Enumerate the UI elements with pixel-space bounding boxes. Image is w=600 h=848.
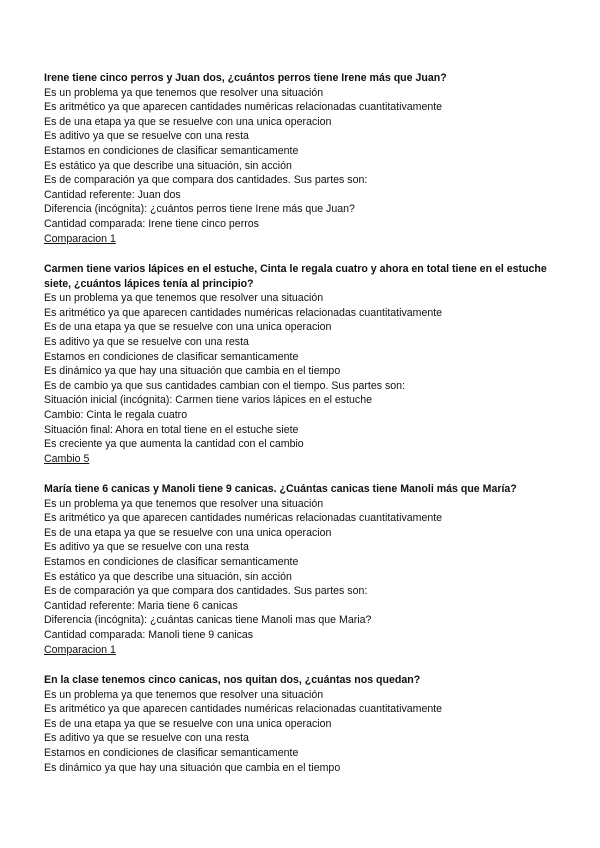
analysis-line: Cantidad comparada: Irene tiene cinco perros bbox=[44, 217, 259, 230]
problem-block bbox=[44, 71, 564, 246]
analysis-line: Es de una etapa ya que se resuelve con una unica operacion bbox=[44, 526, 332, 539]
analysis-line: Es aditivo ya que se resuelve con una resta bbox=[44, 130, 249, 143]
analysis-line: Es de comparación ya que compara dos cantidades. Sus partes son: bbox=[44, 585, 368, 598]
analysis-line: Cantidad comparada: Manoli tiene 9 canicas bbox=[44, 628, 254, 641]
analysis-line: Es aditivo ya que se resuelve con una resta bbox=[44, 335, 249, 348]
analysis-line: Es aritmético ya que aparecen cantidades numéricas relacionadas cuantitativamente bbox=[44, 703, 443, 716]
problem-question: Carmen tiene varios lápices en el estuche, Cinta le regala cuatro y ahora en total tiene en el estuche siete, ¿cuántos lápices tenía al principio? bbox=[44, 263, 547, 290]
analysis-line: Estamos en condiciones de clasificar semanticamente bbox=[44, 144, 299, 157]
analysis-line: Es dinámico ya que hay una situación que cambia en el tiempo bbox=[44, 761, 341, 774]
classification-tag: Comparacion 1 bbox=[44, 232, 116, 245]
analysis-line: Es estático ya que describe una situación, sin acción bbox=[44, 570, 292, 583]
analysis-line: Diferencia (incógnita): ¿cuántos perros tiene Irene más que Juan? bbox=[44, 203, 355, 216]
analysis-line: Es creciente ya que aumenta la cantidad con el cambio bbox=[44, 438, 304, 451]
analysis-line: Cambio: Cinta le regala cuatro bbox=[44, 408, 188, 421]
problem-question: En la clase tenemos cinco canicas, nos quitan dos, ¿cuántas nos quedan? bbox=[44, 674, 421, 686]
analysis-line: Es un problema ya que tenemos que resolver una situación bbox=[44, 688, 324, 701]
analysis-line: Es de una etapa ya que se resuelve con una unica operacion bbox=[44, 321, 332, 334]
analysis-line: Es aritmético ya que aparecen cantidades numéricas relacionadas cuantitativamente bbox=[44, 306, 443, 319]
problem-block bbox=[44, 262, 564, 466]
analysis-line: Es dinámico ya que hay una situación que cambia en el tiempo bbox=[44, 365, 341, 378]
analysis-line: Es de una etapa ya que se resuelve con una unica operacion bbox=[44, 717, 332, 730]
analysis-line: Es un problema ya que tenemos que resolver una situación bbox=[44, 497, 324, 510]
classification-tag: Comparacion 1 bbox=[44, 643, 116, 656]
analysis-line: Estamos en condiciones de clasificar semanticamente bbox=[44, 555, 299, 568]
analysis-line: Es aritmético ya que aparecen cantidades numéricas relacionadas cuantitativamente bbox=[44, 101, 443, 114]
problem-block bbox=[44, 482, 564, 657]
problem-question: María tiene 6 canicas y Manoli tiene 9 canicas. ¿Cuántas canicas tiene Manoli más que María? bbox=[44, 483, 517, 495]
analysis-line: Es de cambio ya que sus cantidades cambian con el tiempo. Sus partes son: bbox=[44, 379, 405, 392]
problem-question: Irene tiene cinco perros y Juan dos, ¿cuántos perros tiene Irene más que Juan? bbox=[44, 72, 447, 84]
analysis-line: Es aditivo ya que se resuelve con una resta bbox=[44, 732, 249, 745]
problem-block bbox=[44, 673, 564, 775]
analysis-line: Es un problema ya que tenemos que resolver una situación bbox=[44, 292, 324, 305]
analysis-line: Es aditivo ya que se resuelve con una resta bbox=[44, 541, 249, 554]
analysis-line: Estamos en condiciones de clasificar semanticamente bbox=[44, 350, 299, 363]
analysis-line: Situación final: Ahora en total tiene en el estuche siete bbox=[44, 423, 299, 436]
analysis-line: Es de comparación ya que compara dos cantidades. Sus partes son: bbox=[44, 174, 368, 187]
analysis-line: Es de una etapa ya que se resuelve con una unica operacion bbox=[44, 115, 332, 128]
analysis-line: Cantidad referente: Juan dos bbox=[44, 188, 181, 201]
analysis-line: Es aritmético ya que aparecen cantidades numéricas relacionadas cuantitativamente bbox=[44, 512, 443, 525]
analysis-line: Diferencia (incógnita): ¿cuántas canicas tiene Manoli mas que Maria? bbox=[44, 614, 372, 627]
analysis-line: Es estático ya que describe una situación, sin acción bbox=[44, 159, 292, 172]
analysis-line: Es un problema ya que tenemos que resolver una situación bbox=[44, 86, 324, 99]
analysis-line: Situación inicial (incógnita): Carmen tiene varios lápices en el estuche bbox=[44, 394, 372, 407]
analysis-line: Cantidad referente: Maria tiene 6 canicas bbox=[44, 599, 238, 612]
classification-tag: Cambio 5 bbox=[44, 452, 90, 465]
analysis-line: Estamos en condiciones de clasificar semanticamente bbox=[44, 746, 299, 759]
